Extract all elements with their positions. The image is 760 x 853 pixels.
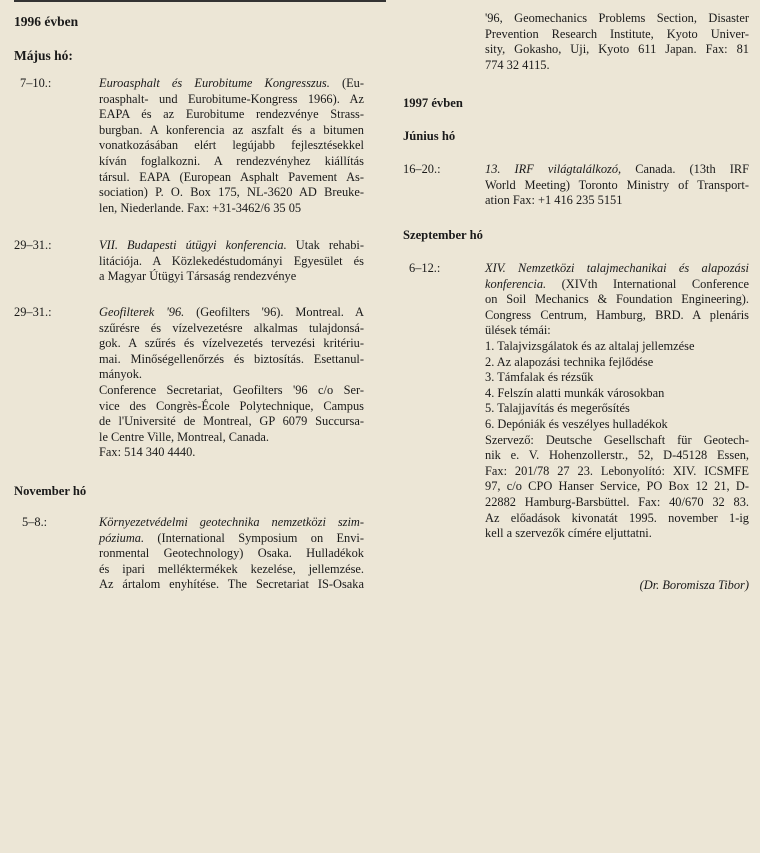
topic-item: 3. Támfalak és rézsűk [485,370,594,385]
event-entry-icsmfe: 6–12.: XIV. Nemzetközi talajmechanikai és alapozási konferencia. (XIVth International Conference on Soil Mechanics & Foundation Engineering). Congress Centrum, Hamburg, BRD. A plenáris ülések témái: 1. Talajvizsgálatok és az altalaj jellemzése 2. Az alapozási technika fejlődése 3. Támfalak és rézsűk 4. Felszín alatti munkák városokban 5. Talajjavítás és megerősítés 6. Depóniák és veszélyes hulladékok Szervező: Deutsche Gesellschaft für Geotech- nik e. V. Hohenzollerstr., 52, D-45128 Essen, Fax: 201/78 27 23. Lebonyolító: XIV. ICSMFE 97, c/o CPO Hanser Service, PO Box 12 21, D- 22882 Hamburg-Barsbüttel. Fax: 40/670 32 83. Az előadások kivonatát 1995. november 1-ig kell a szervezők címére eljuttatni. [409,261,749,541]
event-title: 13. IRF világtalálkozó, [485,162,622,176]
author-signature: (Dr. Boromisza Tibor) [639,578,749,592]
event-date: 29–31.: [14,305,52,319]
month-heading-november: November hó [14,484,87,498]
event-entry-geotechnika: 5–8.: Környezetvédelmi geotechnika nemzetközi szim- póziuma. (International Symposium on Envi- ronmental Geotechnology) Osaka. Hulladékok és ipari melléktermékek kezelése, jellemzése. Az ártalom enyhítése. The Secretariat IS-Osaka [22,515,364,592]
event-title: XIV. Nemzetközi talajmechanikai és alapozási [485,261,749,275]
top-rule [14,0,386,2]
event-continuation: '96, Geomechanics Problems Section, Disaster Prevention Research Institute, Kyoto Univer- sity, Gokasho, Uji, Kyoto 611 Japan. Fax: 81 774 32 4115. [485,11,749,72]
event-date: 6–12.: [409,261,441,275]
year-heading-1997: 1997 évben [403,96,463,110]
topic-item: 2. Az alapozási technika fejlődése [485,354,654,369]
event-date: 16–20.: [403,162,441,176]
topic-item: 1. Talajvizsgálatok és az altalaj jellemzése [485,338,695,353]
event-title: VII. Budapesti útügyi konferencia. [99,238,287,252]
topic-item: 5. Talajjavítás és megerősítés [485,401,630,416]
event-title: Euroasphalt és Eurobitume Kongresszus. [99,76,330,90]
event-title: Geofilterek '96. [99,305,185,319]
event-date: 7–10.: [20,76,52,90]
event-entry-euroasphalt: 7–10.: Euroasphalt és Eurobitume Kongresszus. (Eu- roasphalt- und Eurobitume-Kongress 1966). Az EAPA és az Eurobitume rendezvénye Strass- burgban. A konferencia az aszfalt és a bitumen vonatkozásában elért legújabb fejlesztésekkel kíván foglalkozni. A rendezvényhez kiállítás társul. EAPA (European Asphalt Pavement As- sociation) P. O. Box 175, NL-3620 AD Breukе- len, Niederlande. Fax: +31-3462/6 35 05 [20,76,364,215]
event-date: 29–31.: [14,238,52,252]
month-heading-september: Szeptember hó [403,228,483,242]
event-entry-budapest: 29–31.: VII. Budapesti útügyi konferencia. Utak rehabi- litációja. A Közlekedéstudományi Egyesület és a Magyar Útügyi Társaság rendezvénye [14,238,364,284]
topic-item: 4. Felszín alatti munkák városokban [485,385,665,400]
event-entry-geofilters: 29–31.: Geofilterek '96. (Geofilters '96). Montreal. A szűrésre és vízelvezetésre alkalmas tulajdonsá- gok. A szűrés és vízelvezetés tervezési kritériu- mai. Minőségellenőrzés és biztosítás. Esettanul- mányok. Conference Secretariat, Geofilters '96 c/o Ser- vice des Congrès-École Polytechnique, Campus de l'Université de Montreal, GP 6079 Succursa- le Centre Ville, Montreal, Canada. Fax: 514 340 4440. [14,305,364,460]
event-entry-irf: 16–20.: 13. IRF világtalálkozó, Canada. (13th IRF World Meeting) Toronto Ministry of Transport- ation Fax: +1 416 235 5151 [403,162,749,208]
month-heading-may: Május hó: [14,48,73,63]
year-heading-1996: 1996 évben [14,14,79,29]
event-date: 5–8.: [22,515,48,529]
event-title: Környezetvédelmi geotechnika nemzetközi szim- [99,515,364,529]
month-heading-june: Június hó [403,129,456,143]
topic-item: 6. Depóniák és veszélyes hulladékok [485,416,668,431]
